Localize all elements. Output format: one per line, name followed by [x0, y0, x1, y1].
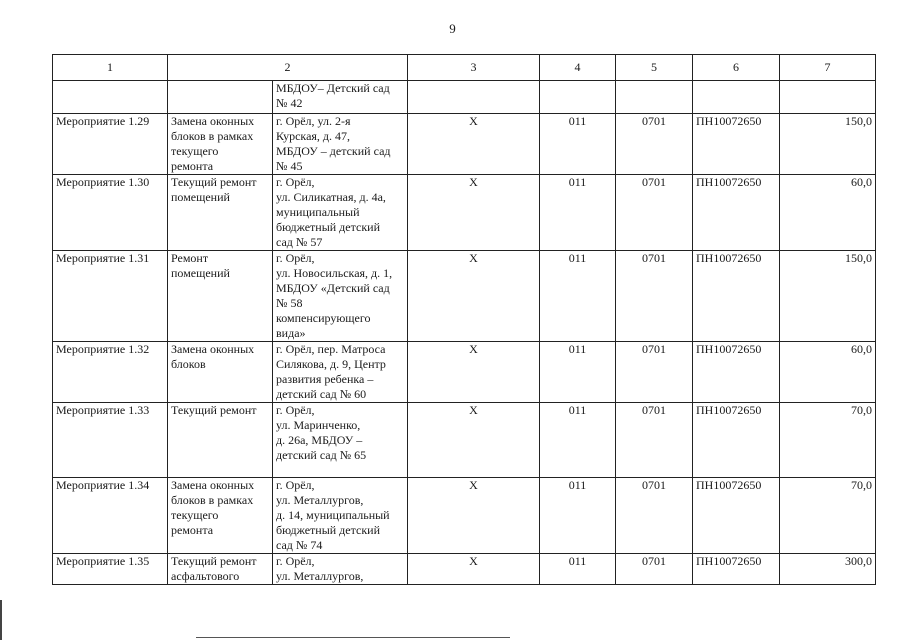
event-cell-container: [53, 342, 168, 403]
event-cell-container: [53, 554, 168, 585]
col6-cell-container: [693, 175, 780, 251]
header-cell-4: 4: [540, 55, 616, 81]
col4-cell-container: [540, 342, 616, 403]
col5-cell: 0701: [642, 175, 666, 189]
address-cell-container: [273, 478, 408, 554]
col6-cell-container: [693, 478, 780, 554]
col4-cell-container: [540, 251, 616, 342]
col4-cell-container: [540, 114, 616, 175]
continuation-col5: [616, 81, 693, 114]
address-cell-container: [273, 114, 408, 175]
event-cell-container: [53, 251, 168, 342]
table-row: [53, 175, 876, 251]
event-cell: Мероприятие 1.33: [56, 403, 150, 417]
event-cell-container: [53, 403, 168, 478]
header-cell-1: 1: [53, 55, 168, 81]
bottom-divider: [196, 637, 510, 638]
col7-cell: 70,0: [851, 403, 872, 417]
work-cell: Ремонт помещений: [171, 251, 230, 280]
col5-cell: 0701: [642, 554, 666, 568]
col5-cell-container: [616, 342, 693, 403]
page-number: 9: [449, 21, 456, 36]
col3-cell: Х: [469, 554, 478, 568]
address-cell-container: [273, 342, 408, 403]
address-cell-container: [273, 554, 408, 585]
col3-cell: Х: [469, 342, 478, 356]
continuation-col3: [408, 81, 540, 114]
event-cell: Мероприятие 1.31: [56, 251, 150, 265]
col3-cell: Х: [469, 478, 478, 492]
col6-cell: ПН10072650: [696, 478, 762, 492]
event-cell: Мероприятие 1.30: [56, 175, 150, 189]
col7-cell: 150,0: [845, 114, 872, 128]
col6-cell-container: [693, 554, 780, 585]
address-cell: г. Орёл, ул. 2-я Курская, д. 47, МБДОУ – детский сад № 45: [276, 114, 391, 173]
col7-cell: 60,0: [851, 342, 872, 356]
work-cell-container: [168, 478, 273, 554]
continuation-address: МБДОУ– Детский сад № 42: [276, 81, 390, 110]
header-cell-2: 2: [168, 55, 408, 81]
col4-cell: 011: [568, 554, 587, 568]
header-cell-5: 5: [616, 55, 693, 81]
col5-cell-container: [616, 251, 693, 342]
col6-cell-container: [693, 342, 780, 403]
col4-cell-container: [540, 403, 616, 478]
col7-cell-container: [780, 251, 876, 342]
work-cell-container: [168, 251, 273, 342]
address-cell-container: [273, 403, 408, 478]
col5-cell-container: [616, 403, 693, 478]
address-cell: г. Орёл, ул. Новосильская, д. 1, МБДОУ «Детский сад № 58 компенсирующего вида»: [276, 251, 393, 340]
budget-table: [52, 54, 876, 585]
event-cell: Мероприятие 1.32: [56, 342, 150, 356]
col6-cell: ПН10072650: [696, 175, 762, 189]
address-cell: г. Орёл, ул. Силикатная, д. 4а, муниципальный бюджетный детский сад № 57: [276, 175, 386, 249]
col3-cell-container: [408, 251, 540, 342]
continuation-col6: [693, 81, 780, 114]
col6-cell-container: [693, 114, 780, 175]
col6-cell-container: [693, 403, 780, 478]
work-cell: Текущий ремонт: [171, 403, 257, 417]
col3-cell-container: [408, 175, 540, 251]
col4-cell: 011: [568, 114, 587, 128]
col7-cell-container: [780, 342, 876, 403]
continuation-col7: [780, 81, 876, 114]
col7-cell: 60,0: [851, 175, 872, 189]
col4-cell: 011: [568, 403, 587, 417]
col7-cell-container: [780, 478, 876, 554]
col7-cell-container: [780, 114, 876, 175]
address-cell: г. Орёл, ул. Металлургов, д. 14, муниципальный бюджетный детский сад № 74: [276, 478, 390, 552]
work-cell: Текущий ремонт помещений: [171, 175, 257, 204]
table-row: [53, 251, 876, 342]
col4-cell: 011: [568, 478, 587, 492]
col3-cell: Х: [469, 175, 478, 189]
work-cell-container: [168, 175, 273, 251]
event-cell-container: [53, 114, 168, 175]
address-cell: г. Орёл, ул. Металлургов,: [276, 554, 364, 583]
table-row: [53, 114, 876, 175]
col5-cell: 0701: [642, 478, 666, 492]
header-cell-3: 3: [408, 55, 540, 81]
work-cell: Текущий ремонт асфальтового: [171, 554, 257, 583]
col3-cell: Х: [469, 114, 478, 128]
table-row: [53, 403, 876, 478]
continuation-event: [53, 81, 168, 114]
table-row: [53, 478, 876, 554]
work-cell-container: [168, 114, 273, 175]
event-cell: Мероприятие 1.34: [56, 478, 150, 492]
event-cell-container: [53, 175, 168, 251]
col6-cell: ПН10072650: [696, 554, 762, 568]
table-row: [53, 554, 876, 585]
work-cell-container: [168, 342, 273, 403]
col5-cell: 0701: [642, 114, 666, 128]
work-cell: Замена оконных блоков: [171, 342, 255, 371]
col3-cell-container: [408, 554, 540, 585]
table-row: [53, 342, 876, 403]
work-cell-container: [168, 403, 273, 478]
col4-cell-container: [540, 554, 616, 585]
col6-cell-container: [693, 251, 780, 342]
col4-cell: 011: [568, 342, 587, 356]
col7-cell-container: [780, 554, 876, 585]
col5-cell: 0701: [642, 403, 666, 417]
col4-cell: 011: [568, 251, 587, 265]
col5-cell-container: [616, 478, 693, 554]
col3-cell-container: [408, 114, 540, 175]
work-cell: Замена оконных блоков в рамках текущего ремонта: [171, 478, 255, 537]
col5-cell-container: [616, 554, 693, 585]
col3-cell: Х: [469, 251, 478, 265]
continuation-work: [168, 81, 273, 114]
event-cell-container: [53, 478, 168, 554]
col5-cell: 0701: [642, 342, 666, 356]
address-cell-container: [273, 175, 408, 251]
event-cell: Мероприятие 1.35: [56, 554, 150, 568]
col5-cell: 0701: [642, 251, 666, 265]
col4-cell: 011: [568, 175, 587, 189]
col6-cell: ПН10072650: [696, 342, 762, 356]
col4-cell-container: [540, 478, 616, 554]
col6-cell: ПН10072650: [696, 251, 762, 265]
scan-edge-mark: [0, 600, 2, 640]
table-header-row: [53, 55, 876, 81]
address-cell-container: [273, 251, 408, 342]
work-cell: Замена оконных блоков в рамках текущего ремонта: [171, 114, 255, 173]
continuation-col4: [540, 81, 616, 114]
col7-cell-container: [780, 403, 876, 478]
header-cell-6: 6: [693, 55, 780, 81]
col5-cell-container: [616, 175, 693, 251]
work-cell-container: [168, 554, 273, 585]
table-row-continuation: [53, 81, 876, 114]
col3-cell-container: [408, 478, 540, 554]
col7-cell: 70,0: [851, 478, 872, 492]
col4-cell-container: [540, 175, 616, 251]
col3-cell: Х: [469, 403, 478, 417]
col7-cell-container: [780, 175, 876, 251]
col3-cell-container: [408, 342, 540, 403]
col7-cell: 150,0: [845, 251, 872, 265]
address-cell: г. Орёл, пер. Матроса Силякова, д. 9, Центр развития ребенка – детский сад № 60: [276, 342, 386, 401]
event-cell: Мероприятие 1.29: [56, 114, 150, 128]
col6-cell: ПН10072650: [696, 114, 762, 128]
col3-cell-container: [408, 403, 540, 478]
col6-cell: ПН10072650: [696, 403, 762, 417]
address-cell: г. Орёл, ул. Маринченко, д. 26а, МБДОУ – детский сад № 65: [276, 403, 367, 462]
col7-cell: 300,0: [845, 554, 872, 568]
header-cell-7: 7: [780, 55, 876, 81]
col5-cell-container: [616, 114, 693, 175]
